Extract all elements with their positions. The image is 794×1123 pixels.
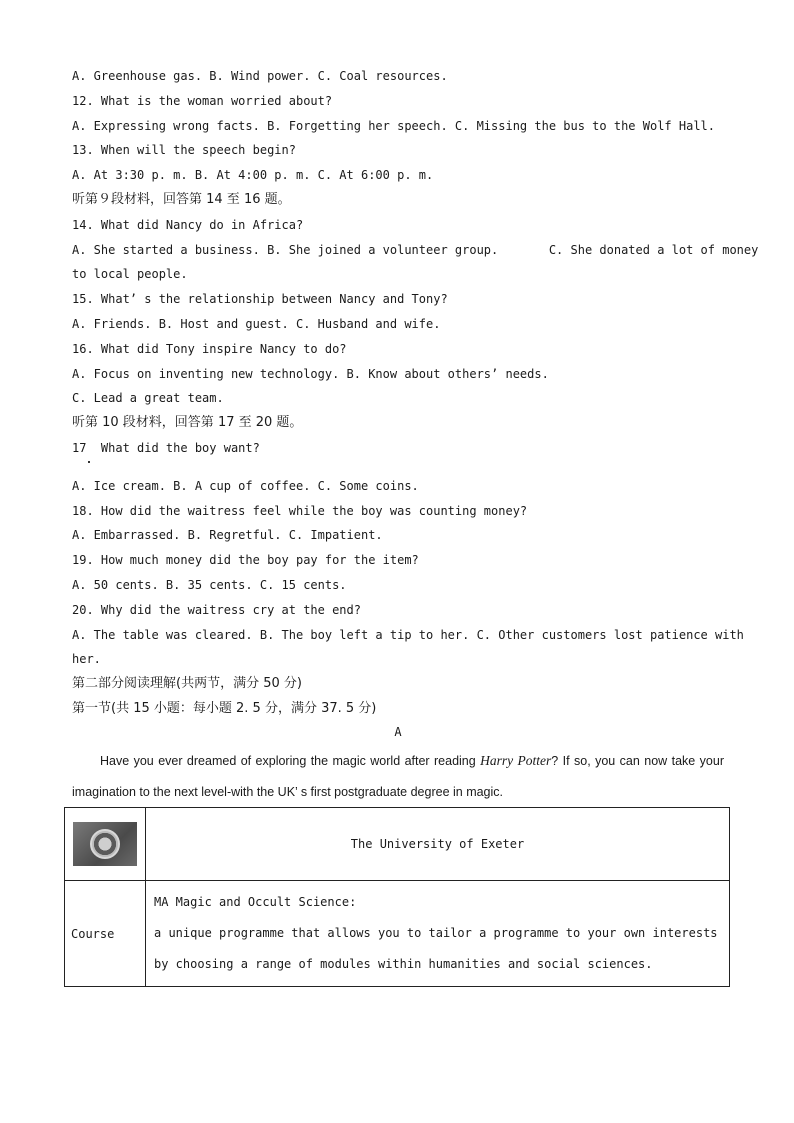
listening-section	[72, 64, 759, 742]
part-heading: 第二部分阅读理解(共两节，满分 50 分)	[72, 676, 302, 692]
answer-options: A. The table was cleared. B. The boy left a tip to her. C. Other customers lost patience with	[72, 627, 744, 642]
answer-options-continued: C. Lead a great team.	[72, 391, 224, 406]
answer-options: A. She started a business. B. She joined a volunteer group. C. She donated a lot of money	[72, 242, 759, 257]
stray-mark	[88, 461, 90, 463]
question: 18. How did the waitress feel while the boy was counting money?	[72, 503, 528, 518]
logo-cell	[65, 808, 146, 881]
question: 17 What did the boy want?	[72, 440, 260, 455]
question: 16. What did Tony inspire Nancy to do?	[72, 341, 347, 356]
answer-options: A. Greenhouse gas. B. Wind power. C. Coal resources.	[72, 69, 448, 83]
course-label: Course	[65, 881, 146, 987]
table-row	[65, 808, 730, 881]
university-info-table	[64, 807, 730, 987]
blank-line	[72, 461, 724, 474]
answer-options-continued: her.	[72, 652, 101, 667]
answer-options-continued: to local people.	[72, 267, 188, 282]
passage-text-after: ? If so, you can now take your imagination to the next level-with the UK’ s first postgraduate degree in magic.	[72, 754, 724, 799]
answer-options: A. Ice cream. B. A cup of coffee. C. Some coins.	[72, 478, 419, 493]
section-instruction: 听第 10 段材料，回答第 17 至 20 题。	[72, 415, 303, 431]
course-description: a unique programme that allows you to tailor a programme to your own interests by choosing a range of modules within humanities and social sciences.	[154, 926, 718, 971]
question: 15. What’ s the relationship between Nancy and Tony?	[72, 292, 448, 307]
section-instruction: 听第９段材料，回答第 14 至 16 题。	[72, 191, 291, 207]
question: 13. When will the speech begin?	[72, 143, 296, 158]
passage-intro	[72, 745, 724, 808]
passage-text-before: Have you ever dreamed of exploring the magic world after reading	[100, 754, 481, 768]
course-name: MA Magic and Occult Science:	[154, 895, 357, 909]
answer-options: A. Focus on inventing new technology. B. Know about others’ needs.	[72, 366, 549, 381]
answer-options: A. Expressing wrong facts. B. Forgetting her speech. C. Missing the bus to the Wolf Hall.	[72, 118, 715, 133]
passage-letter: A	[394, 724, 402, 739]
question: 20. Why did the waitress cry at the end?	[72, 602, 361, 617]
answer-options: A. At 3:30 p. m. B. At 4:00 p. m. C. At 6:00 p. m.	[72, 168, 434, 183]
table-row	[65, 881, 730, 987]
answer-options: A. Embarrassed. B. Regretful. C. Impatient.	[72, 528, 383, 543]
question: 12. What is the woman worried about?	[72, 93, 333, 108]
crest-icon	[90, 829, 120, 859]
book-title: Harry Potter	[480, 753, 552, 768]
question: 14. What did Nancy do in Africa?	[72, 217, 304, 232]
question: 19. How much money did the boy pay for the item?	[72, 553, 419, 568]
answer-options: A. 50 cents. B. 35 cents. C. 15 cents.	[72, 577, 347, 592]
section-heading: 第一节(共 15 小题：每小题 2. 5 分，满分 37. 5 分)	[72, 700, 377, 716]
answer-options: A. Friends. B. Host and guest. C. Husband and wife.	[72, 316, 441, 331]
university-logo-icon	[73, 822, 137, 866]
course-details	[146, 881, 730, 987]
university-name: The University of Exeter	[146, 808, 730, 881]
